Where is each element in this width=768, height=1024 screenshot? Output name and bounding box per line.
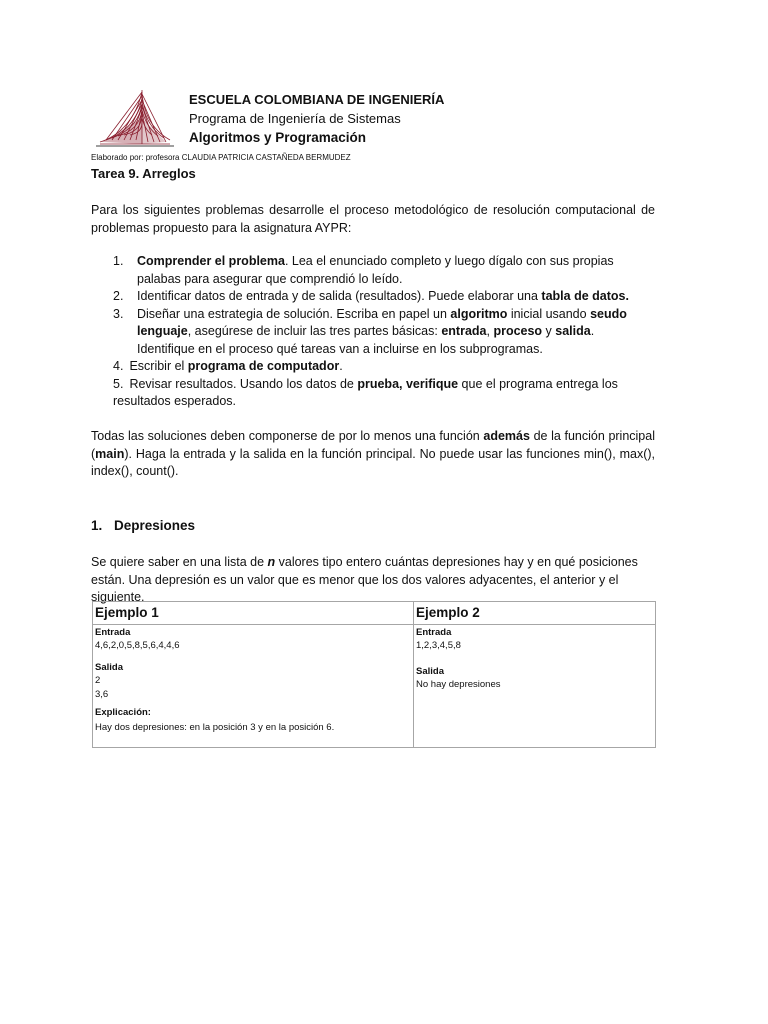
assignment-title: Tarea 9. Arreglos: [91, 166, 196, 181]
program-name: Programa de Ingeniería de Sistemas: [189, 111, 401, 126]
input-label: Entrada: [416, 626, 452, 638]
examples-table: [92, 601, 656, 748]
intro-paragraph: Para los siguientes problemas desarrolle el proceso metodológico de resolución computacional de problemas propuesto para la asignatura AYPR:: [91, 203, 655, 235]
example-1-title: Ejemplo 1: [95, 605, 159, 620]
step-bold-text: prueba, verifique: [357, 376, 459, 391]
step-text: y: [542, 324, 556, 338]
step-text: . Lea el enunciado completo y luego dígalo con sus propias palabas para asegurar que comprendió lo leído.: [137, 254, 614, 286]
problem-statement: [91, 554, 655, 607]
step-number: 2.: [113, 289, 124, 303]
output-value: No hay depresiones: [416, 678, 501, 690]
step-bold-text: entrada: [441, 324, 487, 338]
step-text: Revisar resultados. Usando los datos de: [129, 376, 358, 391]
input-value: 4,6,2,0,5,8,5,6,4,4,6: [95, 639, 180, 651]
input-label: Entrada: [95, 626, 131, 638]
problem-variable: n: [267, 555, 276, 569]
rules-text: de la función principal (: [91, 429, 655, 461]
course-name: Algoritmos y Programación: [189, 130, 367, 145]
explanation-text: Hay dos depresiones: en la posición 3 y en la posición 6.: [95, 721, 335, 733]
step-text: ,: [486, 324, 494, 338]
rules-text: ). Haga la entrada y la salida en la función principal. No puede usar las funciones min(), max(), index(), count().: [91, 446, 655, 478]
problem-text: Se quiere saber en una lista de: [91, 555, 268, 569]
author-credit: Elaborado por: profesora CLAUDIA PATRICIA CASTAÑEDA BERMUDEZ: [91, 153, 351, 162]
step-number: 3.: [113, 306, 124, 321]
rules-bold-text: main: [95, 446, 125, 461]
rules-paragraph: [91, 428, 655, 481]
list-item: [91, 376, 655, 411]
section-number: 1.: [91, 518, 103, 533]
list-item: [91, 358, 655, 376]
input-value: 1,2,3,4,5,8: [416, 639, 461, 651]
step-bold-text: seudo lenguaje: [137, 306, 627, 338]
university-logo-icon: [96, 88, 174, 150]
step-bold-text: proceso: [493, 324, 543, 338]
methodology-steps: [91, 253, 655, 411]
step-bold-text: salida: [555, 324, 591, 338]
example-2-title: Ejemplo 2: [416, 605, 480, 620]
step-text: , asegúrese de incluir las tres partes básicas:: [187, 324, 442, 338]
rules-bold-text: además: [483, 429, 530, 443]
step-text: . Identifique en el proceso qué tareas van a incluirse en los subprogramas.: [137, 324, 595, 356]
example-1-header-cell: [93, 602, 414, 625]
step-text: inicial usando: [507, 306, 591, 321]
step-number: 4.: [113, 359, 124, 373]
step-bold-text: algoritmo: [450, 306, 508, 321]
output-value: 3,6: [95, 688, 109, 700]
explanation-label: Explicación:: [95, 706, 151, 718]
example-2-body-cell: [414, 624, 656, 747]
rules-text: Todas las soluciones deben componerse de por lo menos una función: [91, 429, 484, 443]
step-bold-text: tabla de datos.: [541, 289, 629, 303]
output-label: Salida: [95, 661, 123, 673]
problem-text: valores tipo entero cuántas depresiones hay y en qué posiciones están. Una depresión es un valor que es menor que los dos valores adyacentes, el anterior y el siguiente.: [91, 555, 638, 604]
example-2-header-cell: [414, 602, 656, 625]
step-text: .: [339, 359, 343, 373]
output-label: Salida: [416, 665, 444, 677]
step-number: 5.: [113, 376, 124, 391]
step-text: que el programa entrega los resultados esperados.: [113, 376, 618, 408]
section-title: Depresiones: [114, 518, 196, 533]
step-text: Diseñar una estrategia de solución. Escriba en papel un: [137, 306, 451, 321]
output-value: 2: [95, 674, 101, 686]
list-item: [91, 288, 655, 306]
list-item: [91, 306, 655, 359]
step-bold-text: Comprender el problema: [137, 254, 285, 268]
step-text: Escribir el: [129, 359, 188, 373]
step-text: Identificar datos de entrada y de salida (resultados). Puede elaborar una: [137, 289, 542, 303]
school-name: ESCUELA COLOMBIANA DE INGENIERÍA: [189, 92, 445, 107]
section-heading: [91, 518, 195, 533]
example-1-body-cell: [93, 624, 414, 747]
step-number: 1.: [113, 254, 124, 268]
step-bold-text: programa de computador: [187, 359, 340, 373]
list-item: [91, 253, 655, 288]
